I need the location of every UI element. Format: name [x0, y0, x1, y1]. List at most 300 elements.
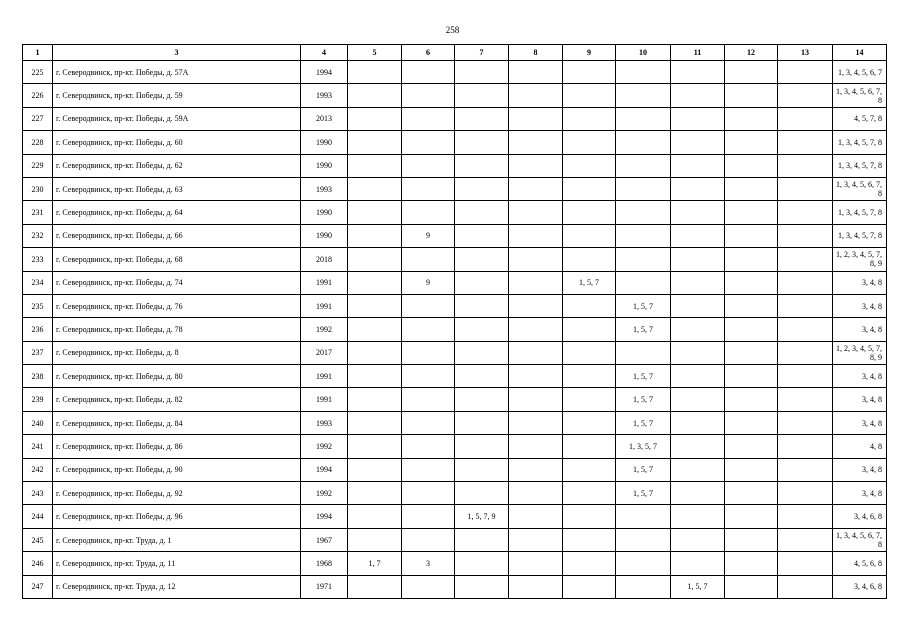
- value-cell: [563, 177, 616, 200]
- value-cell: [563, 201, 616, 224]
- value-cell: [671, 365, 725, 388]
- row-number-cell: 244: [23, 505, 53, 528]
- row-number-cell: 240: [23, 411, 53, 434]
- column-header: 14: [833, 45, 887, 61]
- value-cell: [509, 201, 563, 224]
- summary-cell: 1, 3, 4, 5, 6, 7, 8: [833, 177, 887, 200]
- value-cell: [671, 154, 725, 177]
- row-number-cell: 239: [23, 388, 53, 411]
- table-row: [23, 435, 887, 458]
- value-cell: [402, 318, 455, 341]
- value-cell: [563, 131, 616, 154]
- address-cell: г. Северодвинск, пр-кт. Победы, д. 96: [53, 505, 301, 528]
- value-cell: [563, 107, 616, 130]
- address-cell: г. Северодвинск, пр-кт. Победы, д. 8: [53, 341, 301, 364]
- value-cell: [402, 154, 455, 177]
- row-number-cell: 243: [23, 482, 53, 505]
- value-cell: [725, 154, 778, 177]
- value-cell: [402, 482, 455, 505]
- column-header: 6: [402, 45, 455, 61]
- value-cell: [616, 552, 671, 575]
- row-number-cell: 246: [23, 552, 53, 575]
- summary-cell: 3, 4, 6, 8: [833, 575, 887, 598]
- value-cell: [348, 294, 402, 317]
- value-cell: 1, 5, 7: [616, 294, 671, 317]
- value-cell: [455, 482, 509, 505]
- value-cell: [348, 248, 402, 271]
- value-cell: [725, 107, 778, 130]
- row-number-cell: 225: [23, 61, 53, 84]
- value-cell: [402, 388, 455, 411]
- value-cell: [778, 341, 833, 364]
- address-cell: г. Северодвинск, пр-кт. Победы, д. 68: [53, 248, 301, 271]
- value-cell: [671, 411, 725, 434]
- value-cell: [455, 575, 509, 598]
- summary-cell: 1, 3, 4, 5, 6, 7, 8: [833, 528, 887, 551]
- value-cell: [509, 458, 563, 481]
- address-cell: г. Северодвинск, пр-кт. Победы, д. 76: [53, 294, 301, 317]
- address-cell: г. Северодвинск, пр-кт. Победы, д. 80: [53, 365, 301, 388]
- column-header: 1: [23, 45, 53, 61]
- row-number-cell: 245: [23, 528, 53, 551]
- table-row: [23, 552, 887, 575]
- value-cell: 1, 5, 7: [616, 388, 671, 411]
- address-cell: г. Северодвинск, пр-кт. Труда, д. 1: [53, 528, 301, 551]
- value-cell: [455, 388, 509, 411]
- year-cell: 1992: [301, 435, 348, 458]
- value-cell: [725, 388, 778, 411]
- value-cell: [725, 224, 778, 247]
- value-cell: [778, 271, 833, 294]
- row-number-cell: 230: [23, 177, 53, 200]
- summary-cell: 1, 3, 4, 5, 6, 7: [833, 61, 887, 84]
- value-cell: 1, 5, 7: [616, 411, 671, 434]
- year-cell: 1994: [301, 458, 348, 481]
- address-cell: г. Северодвинск, пр-кт. Победы, д. 59: [53, 84, 301, 107]
- summary-cell: 1, 2, 3, 4, 5, 7, 8, 9: [833, 248, 887, 271]
- value-cell: [509, 131, 563, 154]
- value-cell: [509, 575, 563, 598]
- value-cell: [563, 411, 616, 434]
- table-row: [23, 411, 887, 434]
- value-cell: [563, 294, 616, 317]
- summary-cell: 1, 3, 4, 5, 6, 7, 8: [833, 84, 887, 107]
- value-cell: [616, 248, 671, 271]
- value-cell: [402, 131, 455, 154]
- table-row: [23, 61, 887, 84]
- value-cell: 1, 5, 7, 9: [455, 505, 509, 528]
- year-cell: 1990: [301, 131, 348, 154]
- column-header: 3: [53, 45, 301, 61]
- address-cell: г. Северодвинск, пр-кт. Победы, д. 90: [53, 458, 301, 481]
- summary-cell: 3, 4, 6, 8: [833, 505, 887, 528]
- value-cell: [778, 388, 833, 411]
- address-cell: г. Северодвинск, пр-кт. Победы, д. 57А: [53, 61, 301, 84]
- year-cell: 1990: [301, 201, 348, 224]
- value-cell: [402, 575, 455, 598]
- value-cell: [563, 482, 616, 505]
- value-cell: [455, 177, 509, 200]
- value-cell: [671, 271, 725, 294]
- value-cell: [563, 388, 616, 411]
- column-header: 12: [725, 45, 778, 61]
- year-cell: 2017: [301, 341, 348, 364]
- value-cell: [671, 294, 725, 317]
- value-cell: [778, 248, 833, 271]
- value-cell: [509, 224, 563, 247]
- value-cell: [509, 154, 563, 177]
- address-cell: г. Северодвинск, пр-кт. Победы, д. 59А: [53, 107, 301, 130]
- row-number-cell: 242: [23, 458, 53, 481]
- row-number-cell: 228: [23, 131, 53, 154]
- value-cell: 1, 5, 7: [563, 271, 616, 294]
- value-cell: [671, 505, 725, 528]
- value-cell: 9: [402, 271, 455, 294]
- address-cell: г. Северодвинск, пр-кт. Победы, д. 60: [53, 131, 301, 154]
- address-cell: г. Северодвинск, пр-кт. Победы, д. 62: [53, 154, 301, 177]
- column-header: 5: [348, 45, 402, 61]
- page-number: 258: [445, 25, 460, 35]
- value-cell: [616, 528, 671, 551]
- address-cell: г. Северодвинск, пр-кт. Победы, д. 66: [53, 224, 301, 247]
- value-cell: [509, 294, 563, 317]
- value-cell: [402, 435, 455, 458]
- value-cell: [509, 365, 563, 388]
- table-row: [23, 528, 887, 551]
- year-cell: 1971: [301, 575, 348, 598]
- value-cell: [671, 318, 725, 341]
- year-cell: 1991: [301, 294, 348, 317]
- value-cell: [455, 61, 509, 84]
- summary-cell: 1, 3, 4, 5, 7, 8: [833, 131, 887, 154]
- value-cell: [725, 482, 778, 505]
- summary-cell: 3, 4, 8: [833, 458, 887, 481]
- table-row: [23, 177, 887, 200]
- year-cell: 1967: [301, 528, 348, 551]
- value-cell: [616, 177, 671, 200]
- value-cell: [509, 84, 563, 107]
- summary-cell: 3, 4, 8: [833, 482, 887, 505]
- value-cell: [616, 154, 671, 177]
- value-cell: [563, 505, 616, 528]
- year-cell: 2013: [301, 107, 348, 130]
- column-header: 4: [301, 45, 348, 61]
- value-cell: [725, 84, 778, 107]
- value-cell: [616, 341, 671, 364]
- address-cell: г. Северодвинск, пр-кт. Победы, д. 64: [53, 201, 301, 224]
- table-row: [23, 131, 887, 154]
- year-cell: 1994: [301, 61, 348, 84]
- row-number-cell: 234: [23, 271, 53, 294]
- value-cell: [509, 411, 563, 434]
- row-number-cell: 229: [23, 154, 53, 177]
- table-row: [23, 388, 887, 411]
- table-body: [23, 61, 887, 599]
- table-row: [23, 482, 887, 505]
- value-cell: [509, 177, 563, 200]
- value-cell: [455, 435, 509, 458]
- value-cell: 1, 5, 7: [616, 482, 671, 505]
- table-row: [23, 318, 887, 341]
- value-cell: [725, 201, 778, 224]
- value-cell: [563, 435, 616, 458]
- value-cell: [348, 201, 402, 224]
- value-cell: [509, 552, 563, 575]
- value-cell: 9: [402, 224, 455, 247]
- value-cell: 1, 5, 7: [671, 575, 725, 598]
- year-cell: 1993: [301, 411, 348, 434]
- value-cell: [509, 61, 563, 84]
- row-number-cell: 232: [23, 224, 53, 247]
- value-cell: [671, 224, 725, 247]
- value-cell: [402, 294, 455, 317]
- value-cell: [402, 61, 455, 84]
- value-cell: [402, 528, 455, 551]
- value-cell: [778, 107, 833, 130]
- value-cell: [509, 482, 563, 505]
- value-cell: [671, 201, 725, 224]
- table-row: [23, 365, 887, 388]
- year-cell: 1994: [301, 505, 348, 528]
- summary-cell: 3, 4, 8: [833, 388, 887, 411]
- table-row: [23, 224, 887, 247]
- summary-cell: 3, 4, 8: [833, 411, 887, 434]
- table-row: [23, 201, 887, 224]
- value-cell: [455, 365, 509, 388]
- value-cell: [455, 411, 509, 434]
- value-cell: [455, 528, 509, 551]
- value-cell: [616, 224, 671, 247]
- value-cell: [778, 84, 833, 107]
- value-cell: [778, 61, 833, 84]
- value-cell: [348, 575, 402, 598]
- value-cell: [348, 271, 402, 294]
- value-cell: [563, 61, 616, 84]
- value-cell: [671, 482, 725, 505]
- row-number-cell: 241: [23, 435, 53, 458]
- address-cell: г. Северодвинск, пр-кт. Победы, д. 86: [53, 435, 301, 458]
- value-cell: [348, 411, 402, 434]
- summary-cell: 4, 8: [833, 435, 887, 458]
- value-cell: [671, 458, 725, 481]
- row-number-cell: 227: [23, 107, 53, 130]
- value-cell: [348, 154, 402, 177]
- value-cell: [725, 528, 778, 551]
- value-cell: [616, 131, 671, 154]
- value-cell: [348, 365, 402, 388]
- value-cell: [778, 575, 833, 598]
- value-cell: [671, 177, 725, 200]
- value-cell: [778, 505, 833, 528]
- value-cell: [402, 458, 455, 481]
- value-cell: [725, 575, 778, 598]
- value-cell: 1, 3, 5, 7: [616, 435, 671, 458]
- value-cell: [778, 482, 833, 505]
- value-cell: [455, 84, 509, 107]
- summary-cell: 4, 5, 6, 8: [833, 552, 887, 575]
- value-cell: [402, 341, 455, 364]
- value-cell: [348, 435, 402, 458]
- summary-cell: 1, 3, 4, 5, 7, 8: [833, 201, 887, 224]
- address-cell: г. Северодвинск, пр-кт. Победы, д. 84: [53, 411, 301, 434]
- value-cell: [509, 528, 563, 551]
- summary-cell: 1, 3, 4, 5, 7, 8: [833, 224, 887, 247]
- value-cell: [348, 505, 402, 528]
- value-cell: [509, 388, 563, 411]
- column-header: 8: [509, 45, 563, 61]
- value-cell: [778, 131, 833, 154]
- table-row: [23, 271, 887, 294]
- value-cell: [509, 435, 563, 458]
- value-cell: [725, 177, 778, 200]
- value-cell: [725, 552, 778, 575]
- value-cell: [671, 84, 725, 107]
- row-number-cell: 247: [23, 575, 53, 598]
- value-cell: [778, 154, 833, 177]
- value-cell: [616, 107, 671, 130]
- value-cell: [616, 505, 671, 528]
- value-cell: [671, 248, 725, 271]
- address-cell: г. Северодвинск, пр-кт. Победы, д. 82: [53, 388, 301, 411]
- value-cell: [348, 482, 402, 505]
- value-cell: [348, 61, 402, 84]
- value-cell: [563, 248, 616, 271]
- table-row: [23, 458, 887, 481]
- year-cell: 1990: [301, 154, 348, 177]
- row-number-cell: 235: [23, 294, 53, 317]
- address-cell: г. Северодвинск, пр-кт. Труда, д. 12: [53, 575, 301, 598]
- value-cell: [455, 458, 509, 481]
- year-cell: 1992: [301, 318, 348, 341]
- column-header: 7: [455, 45, 509, 61]
- table-row: [23, 575, 887, 598]
- value-cell: [725, 61, 778, 84]
- table-row: [23, 154, 887, 177]
- year-cell: 1993: [301, 177, 348, 200]
- table-row: [23, 248, 887, 271]
- address-cell: г. Северодвинск, пр-кт. Труда, д. 11: [53, 552, 301, 575]
- table-row: [23, 84, 887, 107]
- row-number-cell: 236: [23, 318, 53, 341]
- value-cell: [402, 505, 455, 528]
- value-cell: [455, 294, 509, 317]
- row-number-cell: 233: [23, 248, 53, 271]
- value-cell: [778, 201, 833, 224]
- value-cell: [402, 248, 455, 271]
- value-cell: [563, 84, 616, 107]
- value-cell: [509, 271, 563, 294]
- data-table: [22, 44, 887, 599]
- value-cell: [509, 341, 563, 364]
- table-row: [23, 505, 887, 528]
- value-cell: 1, 5, 7: [616, 365, 671, 388]
- value-cell: [563, 154, 616, 177]
- value-cell: [563, 528, 616, 551]
- value-cell: [725, 248, 778, 271]
- value-cell: [509, 318, 563, 341]
- value-cell: [348, 224, 402, 247]
- value-cell: [671, 552, 725, 575]
- value-cell: [563, 318, 616, 341]
- value-cell: [348, 341, 402, 364]
- table-row: [23, 294, 887, 317]
- value-cell: [671, 435, 725, 458]
- header-row: [23, 45, 887, 61]
- value-cell: [509, 505, 563, 528]
- value-cell: [778, 411, 833, 434]
- value-cell: [455, 341, 509, 364]
- value-cell: [455, 154, 509, 177]
- column-header: 10: [616, 45, 671, 61]
- value-cell: [563, 224, 616, 247]
- value-cell: 1, 5, 7: [616, 458, 671, 481]
- value-cell: [402, 84, 455, 107]
- value-cell: [725, 505, 778, 528]
- row-number-cell: 237: [23, 341, 53, 364]
- value-cell: [725, 294, 778, 317]
- value-cell: [616, 575, 671, 598]
- value-cell: [671, 61, 725, 84]
- address-cell: г. Северодвинск, пр-кт. Победы, д. 63: [53, 177, 301, 200]
- summary-cell: 3, 4, 8: [833, 294, 887, 317]
- value-cell: [455, 248, 509, 271]
- value-cell: [778, 224, 833, 247]
- value-cell: [402, 177, 455, 200]
- value-cell: [348, 177, 402, 200]
- value-cell: [455, 107, 509, 130]
- year-cell: 1991: [301, 365, 348, 388]
- year-cell: 1991: [301, 388, 348, 411]
- column-header: 9: [563, 45, 616, 61]
- value-cell: [778, 458, 833, 481]
- value-cell: [348, 318, 402, 341]
- summary-cell: 3, 4, 8: [833, 365, 887, 388]
- value-cell: [348, 458, 402, 481]
- table-row: [23, 341, 887, 364]
- value-cell: [616, 201, 671, 224]
- value-cell: 3: [402, 552, 455, 575]
- value-cell: 1, 7: [348, 552, 402, 575]
- value-cell: 1, 5, 7: [616, 318, 671, 341]
- value-cell: [402, 201, 455, 224]
- value-cell: [509, 107, 563, 130]
- value-cell: [778, 318, 833, 341]
- value-cell: [778, 294, 833, 317]
- summary-cell: 3, 4, 8: [833, 318, 887, 341]
- value-cell: [455, 552, 509, 575]
- row-number-cell: 231: [23, 201, 53, 224]
- table-header: [23, 45, 887, 61]
- value-cell: [563, 552, 616, 575]
- value-cell: [455, 318, 509, 341]
- address-cell: г. Северодвинск, пр-кт. Победы, д. 78: [53, 318, 301, 341]
- year-cell: 1991: [301, 271, 348, 294]
- value-cell: [402, 411, 455, 434]
- summary-cell: 3, 4, 8: [833, 271, 887, 294]
- year-cell: 2018: [301, 248, 348, 271]
- year-cell: 1990: [301, 224, 348, 247]
- value-cell: [616, 271, 671, 294]
- value-cell: [725, 365, 778, 388]
- value-cell: [563, 341, 616, 364]
- value-cell: [671, 107, 725, 130]
- value-cell: [725, 318, 778, 341]
- year-cell: 1992: [301, 482, 348, 505]
- summary-cell: 1, 3, 4, 5, 7, 8: [833, 154, 887, 177]
- value-cell: [778, 435, 833, 458]
- column-header: 13: [778, 45, 833, 61]
- value-cell: [778, 365, 833, 388]
